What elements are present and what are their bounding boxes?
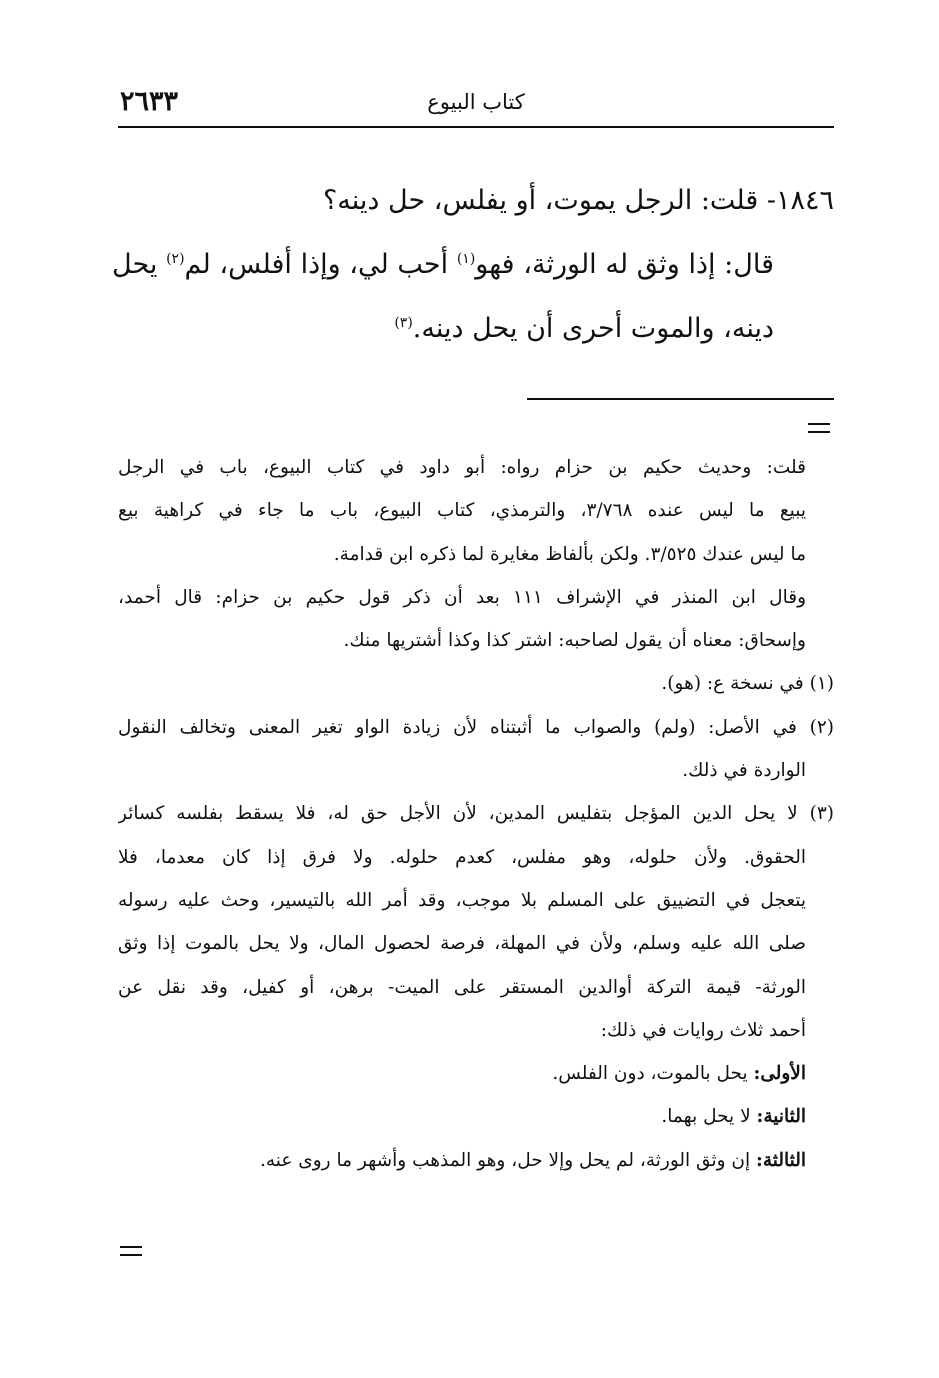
main-text xyxy=(112,172,834,358)
narration-1 xyxy=(118,1052,834,1095)
answer-line-2 xyxy=(112,294,834,358)
narration-1-label: الأولى: xyxy=(753,1063,806,1085)
footnote-ref-1: (١) xyxy=(456,251,476,267)
answer-text-d: دينه، والموت أحرى أن يحل دينه. xyxy=(412,313,774,344)
note-line: ما ليس عندك ٣/٥٢٥. ولكن بألفاظ مغايرة لما ذكره ابن قدامة. xyxy=(333,543,806,565)
footnote-3-cont: الحقوق. ولأن حلوله، وهو مفلس، كعدم حلوله. ولا فرق إذا كان معدما، فلا xyxy=(118,846,806,868)
answer-text-a: قال: إذا وثق له الورثة، فهو xyxy=(475,249,775,280)
answer-line-1 xyxy=(112,230,834,294)
footnote-1: (١) في نسخة ع: (هو). xyxy=(661,673,834,695)
answer-text-b: أحب لي، وإذا أفلس، لم xyxy=(184,249,457,280)
footnote-2: (٢) في الأصل: (ولم) والصواب ما أثبتناه لأن زيادة الواو تغير المعنى وتخالف النقول xyxy=(118,716,834,738)
narration-3 xyxy=(118,1139,834,1182)
footnote-3: (٣) لا يحل الدين المؤجل بتفليس المدين، لأن الأجل حق له، فلا يسقط بفلسه كسائر xyxy=(118,803,834,825)
narration-3-text: إن وثق الورثة، لم يحل وإلا حل، وهو المذهب وأشهر ما روى عنه. xyxy=(259,1149,757,1171)
narration-3-label: الثالثة: xyxy=(756,1149,806,1171)
footnotes xyxy=(118,446,834,1182)
footnote-3-cont: يتعجل في التضييق على المسلم بلا موجب، وقد أمر الله بالتيسير، وحث عليه رسوله xyxy=(118,889,806,911)
continuation-mark-top xyxy=(808,423,830,433)
running-header xyxy=(118,86,834,128)
narration-1-text: يحل بالموت، دون الفلس. xyxy=(552,1063,754,1085)
note-line: قلت: وحديث حكيم بن حزام رواه: أبو داود في كتاب البيوع، باب في الرجل xyxy=(118,457,806,478)
footnote-ref-2: (٢) xyxy=(166,251,185,267)
page-number: ٢٦٣٣ xyxy=(120,86,179,117)
footnote-ref-3: (٣) xyxy=(394,315,413,331)
note-line: وقال ابن المنذر في الإشراف ١١١ بعد أن ذكر قول حكيم بن حزام: قال أحمد، xyxy=(118,586,807,608)
continuation-mark-bottom xyxy=(120,1246,142,1256)
question-line: ١٨٤٦- قلت: الرجل يموت، أو يفلس، حل دينه؟ xyxy=(322,185,834,216)
chapter-title: كتاب البيوع xyxy=(427,90,525,114)
footnote-3-cont: صلى الله عليه وسلم، ولأن في المهلة، فرصة لحصول المال، ولا يحل بالموت إذا وثق xyxy=(118,933,806,955)
narration-2 xyxy=(118,1095,834,1138)
narration-2-label: الثانية: xyxy=(756,1106,806,1128)
narration-2-text: لا يحل بهما. xyxy=(661,1106,757,1128)
note-line: وإسحاق: معناه أن يقول لصاحبه: اشتر كذا وكذا أشتريها منك. xyxy=(343,630,806,652)
footnote-3-cont: أحمد ثلاث روايات في ذلك: xyxy=(600,1019,806,1041)
answer-text-c: يحل xyxy=(112,249,167,280)
note-line: يبيع ما ليس عنده ٣/٧٦٨، والترمذي، كتاب البيوع، باب ما جاء في كراهية بيع xyxy=(118,500,806,522)
footnote-2-cont: الواردة في ذلك. xyxy=(682,760,806,782)
footnote-3-cont: الورثة- قيمة التركة أوالدين المستقر على الميت- برهن، أو كفيل، وقد نقل عن xyxy=(118,976,806,998)
footnote-separator xyxy=(527,398,834,400)
